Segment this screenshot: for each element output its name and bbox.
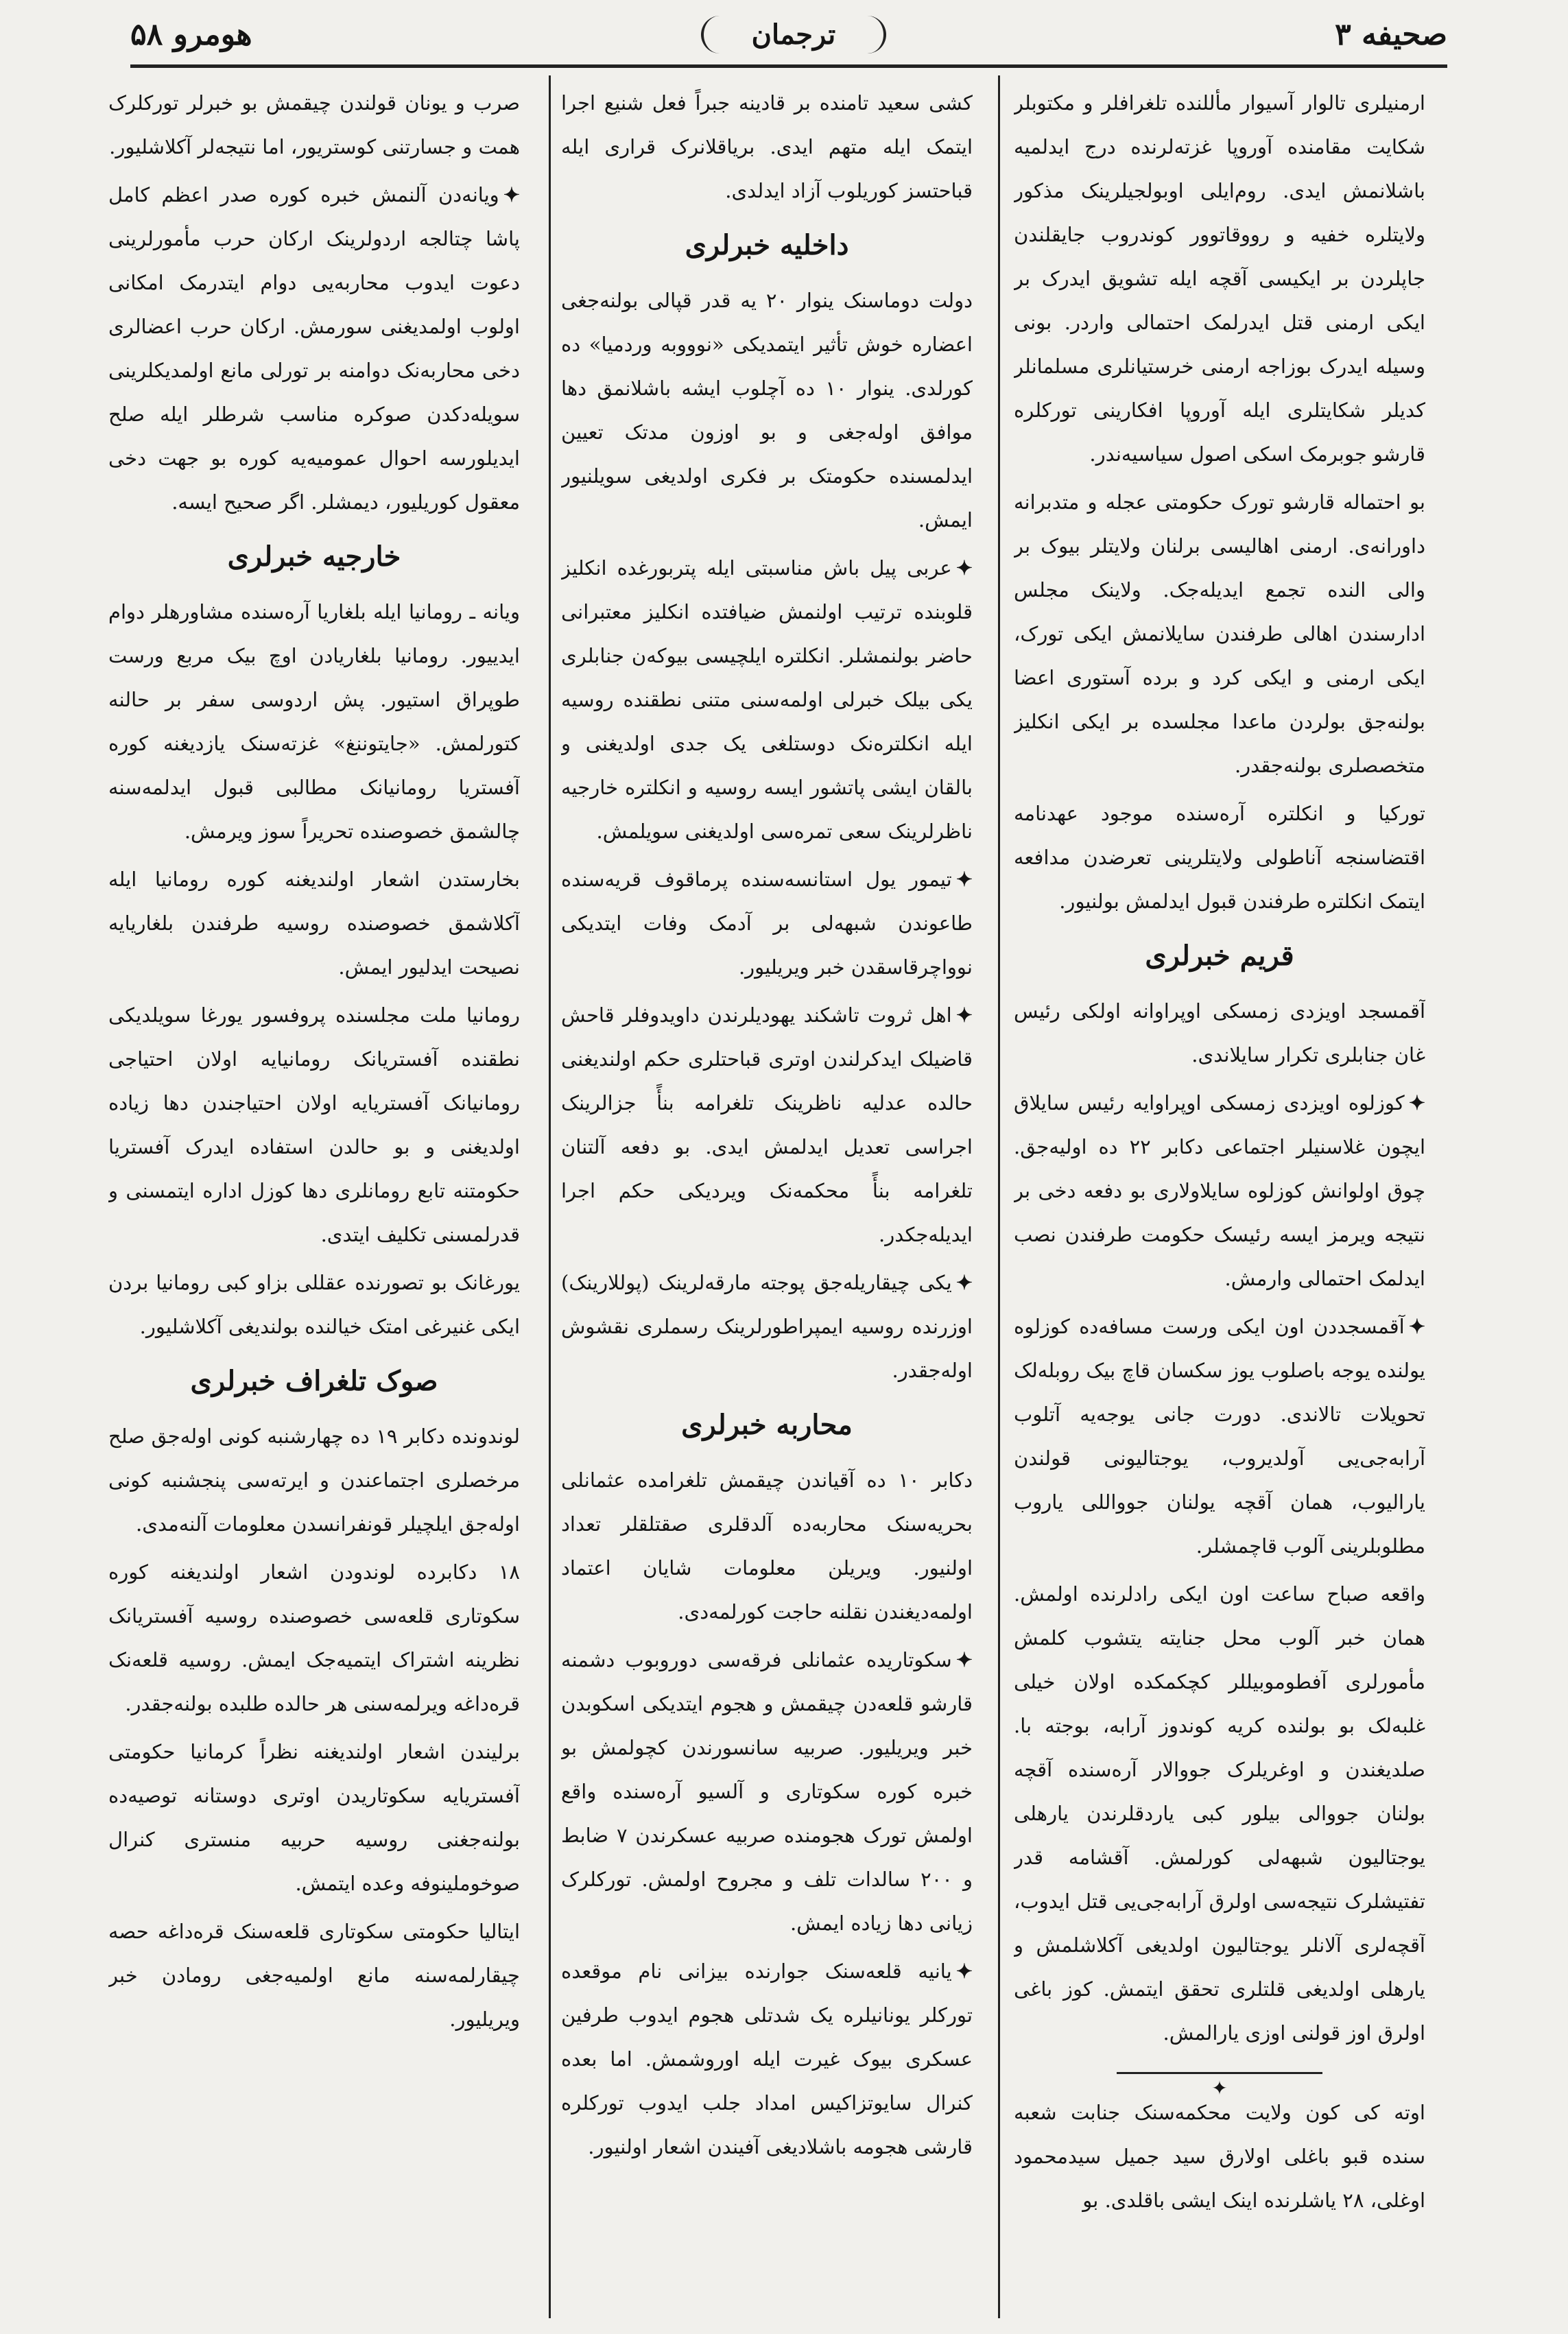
- article-paragraph: لوندونده دکابر ۱۹ ده چهارشنبه کونی اوله‌جق صلح مرخصلری اجتماعندن و ایرته‌سی پنجشنبه کونی اوله‌جق ایلچیلر قونفرانسدن معلومات آلنه‌مدی.: [108, 1425, 520, 1536]
- news-item: [561, 1638, 973, 1945]
- article-paragraph: ارمنیلری تالوار آسیوار مأللنده تلغرافلر و مکتوبلر شکایت مقامنده آوروپا غزته‌لرنده درج ایدلمیه باشلانمش ایدی. روم‌ایلی اوبولجیلرینک مذکور ولایتلره خفیه و رووقاتوور کوندروب جایقلندن جاپلردن بر ایکیسی آقچه ایله تشویق ایدرک بر ایکی ارمنی قتل ایدرلمک احتمالی واردر. بونی وسیله ایدرک بوزاجه ارمنی خرستیانلری مسلمانلر کدیلر شکایتلری ایله آوروپا افکارینی تورکلره قارشو جوبرمک اسکی اصول سیاسیه‌ندر.: [1014, 91, 1425, 466]
- news-item: [561, 993, 973, 1257]
- news-item: [1014, 1081, 1425, 1300]
- article-paragraph: دکابر ۱۰ ده آقیاندن چیقمش تلغرامده عثمانلی بحریه‌سنک محاربه‌ده آلدقلری صقتلقلر تعداد اولنیور. ویریلن معلومات شایان اعتماد اولمه‌دیغندن نقلنه حاجت کورلمه‌دی.: [561, 1468, 973, 1623]
- ornament-divider: [1014, 2066, 1425, 2099]
- news-item: [108, 173, 520, 524]
- section-heading: محاربه خبرلری: [681, 1409, 853, 1441]
- diamond-bullet-icon: ✦: [955, 1648, 973, 1671]
- newspaper-title: ترجمان: [701, 16, 887, 53]
- news-item-text: کوزلوه اویزدی زمسکی اوپراوایه رئیس سایلاق ایچون غلاسنیلر اجتماعی دکابر ۲۲ ده اولیه‌جق. چوق اولوانش کوزلوه سایلاولاری بو دفعه دخی بر نتیجه ویرمز ایسه رئیسک حکومت طرفندن نصب ایدلمک احتمالی وارمش.: [1014, 1091, 1425, 1290]
- header-rule: [130, 64, 1447, 68]
- article-paragraph: یورغانک بو تصورنده عقللی بزاو کبی رومانیا بردن ایکی غنیرغی امتک خیالنده بولندیغی آکلاشلیور.: [108, 1271, 520, 1338]
- diamond-bullet-icon: ✦: [955, 1960, 973, 1983]
- news-item-text: تیمور یول استانسه‌سنده پرماقوف قریه‌سنده طاعوندن شبهه‌لی بر آدمک وفات ایتدیکی نوواچرقاسقدن خبر ویریلیور.: [561, 868, 973, 979]
- article-paragraph: کشی سعید تامنده بر قادینه جبراً فعل شنیع اجرا ایتمک ایله متهم ایدی. بریاقلانرک قراری ایله قباحتسز کوریلوب آزاد ایدلدی.: [561, 91, 973, 202]
- article-paragraph: واقعه صباح ساعت اون ایکی رادلرنده اولمش. همان خبر آلوب محل جنایته یتشوب کلمش مأمورلری آفطوموبیللر کچکمکده اولان خیلی غلبه‌لک بو بولنده کریه کوندوز آرابه، بوجته با. صلدیغندن و اوغریلرک جووالار آره‌سنده آقچه بولنان جووالی بیلور کبی یاردقلرندن یارهلی یوجتالیون شبهه‌لی کورلمش. آقشامه قدر تفتیشلرک نتیجه‌سی اولرق آرابه‌جی‌یی قتل ایدوب، آقچه‌لری آلانلر یوجتالیون اولدیغی آکلاشلمش و یارهلی اولدیغی قلتلری تحقق ایتمش. کوز باغی اولرق اوز قولنی اوزی یارالمش.: [1014, 1582, 1425, 2045]
- page-number: صحیفه ۳: [1335, 16, 1447, 52]
- article-paragraph: رومانیا ملت مجلسنده پروفسور یورغا سویلدیکی نطقنده آفستریانک رومانیایه اولان احتیاجی رومانیانک آفستریایه اولان احتیاجندن دها زیاده اولدیغنی و بو حالدن استفاده ایدرک آفستریا حکومتنه تابع رومانلری دها کوزل اداره ایتمسنی و قدرلمسنی تکلیف ایتدی.: [108, 1003, 520, 1246]
- news-item: [561, 546, 973, 853]
- column-separator: [549, 75, 551, 2318]
- news-item: [1014, 1305, 1425, 1568]
- column-right: [1014, 81, 1425, 2310]
- section-heading: خارجیه خبرلری: [227, 540, 401, 573]
- issue-number: هومرو ۵۸: [130, 16, 252, 52]
- news-item-text: عربی پیل باش‌ مناسبتی ایله پتربورغده انکلیز قلوبنده ترتیب اولنمش ضیافتده انکلیز معتبرانی حاضر بولنمشلر. انکلتره ایلچیسی بیوکه‌ن جنابلری یکی بیلک خبرلی اولمه‌سنی متنی نطقنده روسیه ایله انکلتره‌نک دوستلغی یک جدی اولدیغنی و بالقان ایشی پاتشور ایسه روسیه و انکلتره خارجیه ناظرلرینک سعی تمره‌سی اولدیغنی سویلمش.: [561, 556, 973, 843]
- news-item: [561, 1949, 973, 2169]
- diamond-bullet-icon: ✦: [1408, 1315, 1425, 1338]
- article-paragraph: اوته کی کون ولایت محکمه‌سنک جنابت شعبه سنده قبو باغلی اولارق سید جمیل سید‌محمود اوغلی، ۲۸ یاشلرنده اینک ایشی باقلدی. بو: [1014, 2101, 1425, 2212]
- news-item-text: ویانه‌دن آلنمش خبره کوره صدر اعظم کامل پاشا چتالجه اردولرینک ارکان حرب مأمورلرینی دعوت ایدوب محاربه‌یی دوام ایتدرمک امکانی اولوب اولمدیغنی سورمش. ارکان حرب اعضالری دخی محاربه‌نک دوامنه بر تورلی مانع اولمدیکلرینی سویله‌دکدن صوکره مناسب شرطلر ایله صلح ایدیلورسه احوال عمومیه‌یه کوره بو جهت دخی معقول کوریلیور، دیمشلر. اگر صحیح ایسه.: [108, 183, 520, 514]
- page-header: [130, 7, 1447, 62]
- section-heading: قریم خبرلری: [1145, 940, 1294, 972]
- news-item: [561, 1261, 973, 1392]
- diamond-bullet-icon: ✦: [955, 1003, 973, 1027]
- ornament-icon: ✦: [1202, 2077, 1237, 2099]
- news-item-text: سکوتاریده عثمانلی فرقه‌سی دوروبوب دشمنه قارشو قلعه‌دن چیقمش و هجوم ایتدیکی اسکوبدن خبر ویریلیور. صربیه سانسورندن کچولمش بو خبره کوره سکوتاری و آلسیو آره‌سنده واقع اولمش تورک هجومنده صربیه عسکرندن ۷ ضابط و ۲۰۰ سالدات تلف و مجروح اولمش. تورکلرک زیانی دها زیاده ایمش.: [561, 1648, 973, 1935]
- diamond-bullet-icon: ✦: [955, 868, 973, 891]
- section-heading: صوک تلغراف خبرلری: [190, 1365, 438, 1397]
- diamond-bullet-icon: ✦: [955, 556, 973, 580]
- article-paragraph: آقمسجد اویزدی زمسکی اوپراوانه اولکی رئیس غان جنابلری تکرار سایلاندی.: [1014, 999, 1425, 1067]
- news-item-text: آقمسجددن اون ایکی ورست مسافه‌ده کوزلوه یولنده یوجه باصلوب یوز سکسان قاچ بیک روبله‌لک تحویلات تالاندی. دورت جانی یوجه‌یه آتلوب آرابه‌جی‌یی آولدیروب، یوجتالیونی قولندن یارالیوب، همان آقچه یولنان جوواللی یاروب مطلوبلرینی آلوب قاچمشلر.: [1014, 1315, 1425, 1558]
- diamond-bullet-icon: ✦: [955, 1271, 973, 1294]
- news-item-text: اهل ثروت تاشکند یهودیلرندن داویدوفلر قاحش قاضیلک ایدکرلندن اوتری قباحتلری حکم اولندیغنی حالده عدلیه ناظرینک تلغرامه بنأً جزالرینک اجراسی تعدیل ایدلمش ایدی. بو دفعه آلتنان تلغرامه بنأً محکمه‌نک ویردیکی حکم اجرا ایدیله‌جکدر.: [561, 1003, 973, 1246]
- diamond-bullet-icon: ✦: [1408, 1091, 1425, 1115]
- article-paragraph: صرب و یونان قولندن چیقمش بو خبرلر تورکلرک همت و جسارتنی کوستریور، اما نتیجه‌لر آکلاشلیور.: [108, 91, 520, 158]
- news-item-text: یانیه قلعه‌سنک جوارنده بیزانی نام موقعده تورکلر یونانیلره یک شدتلی هجوم ایدوب طرفین عسکری بیوک غیرت ایله اوروشمش. اما بعده کنرال سایوتزاکیس امداد جلب ایدوب تورکلره قارشی هجومه باشلادیغی آفیندن اشعار اولنیور.: [561, 1960, 973, 2158]
- column-left: [108, 81, 520, 2310]
- article-paragraph: تورکیا و انکلتره آره‌سنده موجود عهدنامه اقتضاسنجه آناطولی ولایتلرینی تعرضدن مدافعه ایتمک انکلتره طرفندن قبول ایدلمش بولنیور.: [1014, 802, 1425, 913]
- article-paragraph: برلیندن اشعار اولندیغنه نظراً کرمانیا حکومتی آفستریایه سکوتاریدن اوتری دوستانه توصیه‌ده بولنه‌جغنی روسیه حربیه منستری کنرال صوخوملینوفه وعده ایتمش.: [108, 1740, 520, 1895]
- article-paragraph: دولت دوماسنک ینوار ۲۰ یه قدر قپالی بولنه‌جغی اعضاره خوش تأثیر ایتمدیکی «نوووبه وردمیا» ده کورلدی. ینوار ۱۰ ده آچلوب ایشه باشلانمق دها موافق اوله‌جغی و بو اوزون مدتک تعیین ایدلمسنده حکومتک بر فکری اولدیغی سویلنیور ایمش.: [561, 289, 973, 532]
- news-item-text: یکی چیقاریله‌جق پوجته مارقه‌لرینک (پوللارینک) اوزرنده روسیه ایمپراطورلرینک رسملری نقشوش اوله‌جقدر.: [561, 1271, 973, 1382]
- diamond-bullet-icon: ✦: [503, 183, 520, 206]
- news-item: [561, 857, 973, 989]
- article-paragraph: بخارستدن اشعار اولندیغنه کوره رومانیا ایله آکلاشمق خصوصنده روسیه طرفندن بلغاریایه نصیحت ایدلیور ایمش.: [108, 868, 520, 979]
- article-paragraph: بو احتماله قارشو تورک حکومتی عجله و متدبرانه داورانه‌ی. ارمنی اهالیسی برلنان ولایتلر بیوک بر والی النده تجمع ایدیله‌جک. ولاینک مجلس ادارسندن اهالی طرفندن سایلانمش ایکی تورک، ایکی ارمنی و ایکی کرد و برده آستوری اعضا بولنه‌جق بولردن ماعدا مجلسده بر ایکی انکلیز متخصصلری بولنه‌جقدر.: [1014, 490, 1425, 777]
- article-paragraph: ایتالیا حکومتی سکوتاری قلعه‌سنک قره‌داغه حصه چیقارلمه‌سنه مانع اولمیه‌جغی رومادن خبر ویریلیور.: [108, 1920, 520, 2031]
- column-middle: [561, 81, 973, 2310]
- section-heading: داخلیه خبرلری: [685, 229, 849, 261]
- article-paragraph: ۱۸ دکابرده لوندودن اشعار اولندیغنه کوره سکوتاری قلعه‌سی خصوصنده روسیه آفستریانک نظرینه اشتراک ایتمیه‌جک ایمش. روسیه قلعه‌نک قره‌داغه ویرلمه‌سنی هر حالده طلبده بولنه‌جقدر.: [108, 1560, 520, 1715]
- column-separator: [998, 75, 1000, 2318]
- article-paragraph: ویانه ـ رومانیا ایله بلغاریا آره‌سنده مشاورهلر دوام ایدییور. رومانیا بلغاریادن اوچ بیک مربع ورست طوپراق استیور. پش اردوسی سفر بر حالنه کتورلمش. «جایتوننغ» غزته‌سنک یازدیغنه کوره آفستریا رومانیانک مطالبی قبول ایدلمه‌سنه چالشمق خصوصنده تحریراً سوز ویرمش.: [108, 600, 520, 843]
